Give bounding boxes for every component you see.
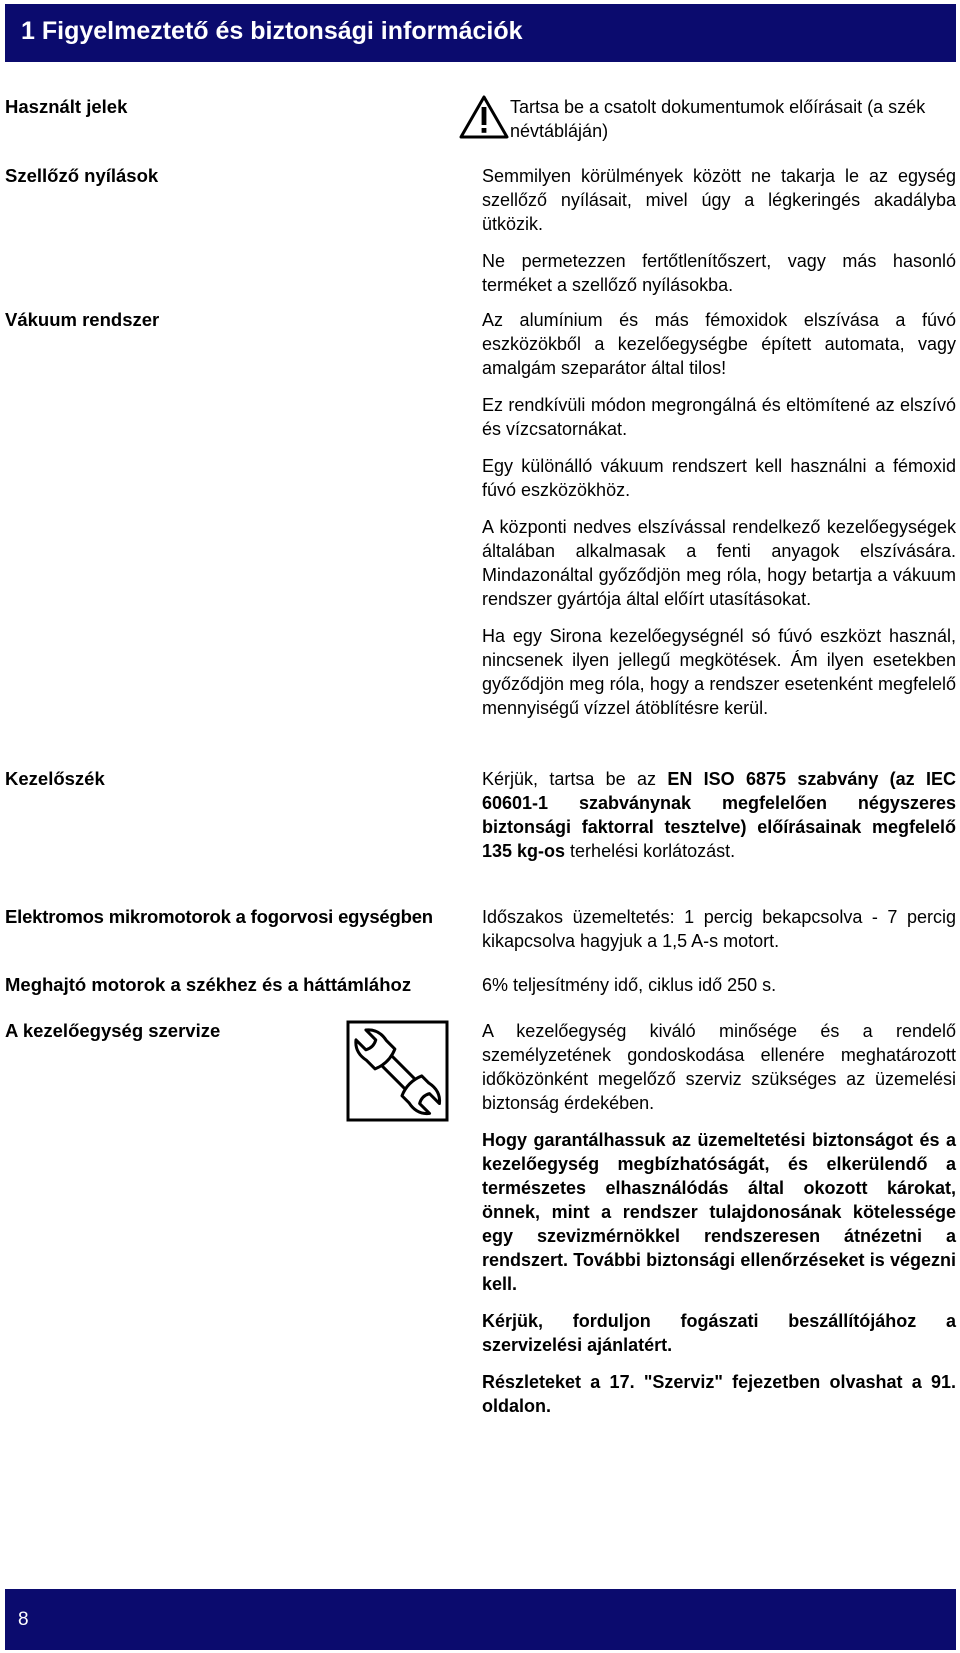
paragraph: Semmilyen körülmények között ne takarja le az egység szellőző nyílásait, mivel úgy a légkeringés akadályba ütközik. (482, 166, 956, 234)
section-body-micromotors (482, 905, 956, 953)
section-label-vents: Szellőző nyílások (5, 165, 159, 186)
paragraph: Tartsa be a csatolt dokumentumok előírásait (a szék névtábláján) (510, 97, 926, 141)
paragraph: Egy különálló vákuum rendszert kell használni a fémoxid fúvó eszközökhöz. (482, 456, 956, 500)
text-end: terhelési korlátozást. (565, 841, 736, 861)
wrench-icon (346, 1020, 449, 1127)
paragraph: Az alumínium és más fémoxidok elszívása a fúvó eszközökből a kezelőegységbe épített automata, vagy amalgám szeparátor által tilos! (482, 310, 956, 378)
section-label-drives: Meghajtó motorok a székhez és a háttámlához (5, 974, 412, 995)
text-start: Kérjük, tartsa be az (482, 769, 668, 789)
paragraph: A kezelőegység kiváló minősége és a rendelő személyzetének gondoskodása ellenére meghatározott időközönként megelőző szerviz szükséges az üzemelési biztonság érdekében. (482, 1021, 956, 1113)
text-bold: EN ISO 6875 szabvány (az IEC 60601-1 szabványnak megfelelően négyszeres biztonsági faktorral tesztelve) előírásainak megfelelő 135 kg-os (482, 769, 956, 861)
chapter-title: 1 Figyelmeztető és biztonsági információk (21, 17, 523, 45)
section-body-service (482, 1019, 956, 1418)
section-label-vacuum: Vákuum rendszer (5, 309, 160, 330)
section-label-micromotors: Elektromos mikromotorok a fogorvosi egységben (5, 906, 433, 927)
paragraph: 6% teljesítmény idő, ciklus idő 250 s. (482, 975, 777, 995)
paragraph: Ez rendkívüli módon megrongálná és eltömítené az elszívó és vízcsatornákat. (482, 395, 956, 439)
paragraph: A központi nedves elszívással rendelkező kezelőegységek általában alkalmasak a fenti anyagok elszívására. Mindazonáltal győződjön meg róla, hogy betartja a vákuum rendszer gyártója által előírt utasításokat. (482, 517, 956, 609)
section-label-chair: Kezelőszék (5, 768, 105, 789)
bold-paragraph: Részleteket a 17. "Szerviz" fejezetben olvashat a 91. oldalon. (482, 1372, 956, 1416)
paragraph: Ha egy Sirona kezelőegységnél só fúvó eszközt használ, nincsenek ilyen jellegű megkötések. Ám ilyen esetekben győződjön meg róla, hogy a rendszer esetenként megfelelő mennyiségű vízzel átöblítésre kerül. (482, 626, 956, 718)
section-body-vacuum (482, 308, 956, 720)
page-footer (5, 1589, 956, 1650)
page-number: 8 (18, 1609, 29, 1630)
bold-paragraph: Hogy garantálhassuk az üzemeltetési biztonságot és a kezelőegység megbízhatóságát, és elkerülendő a természetes elhasználódás által okozott károkat, önnek, mint a rendszer tulajdonosának kötelessége egy szevizmérnökkel rendszeresen átnézetni a rendszert. További biztonsági ellenőrzéseket is végezni kell. (482, 1130, 956, 1294)
section-body-drives (482, 973, 956, 997)
paragraph (482, 767, 956, 863)
section-body-symbols (510, 95, 956, 143)
section-label-service: A kezelőegység szervize (5, 1020, 221, 1041)
bold-paragraph: Kérjük, forduljon fogászati beszállítójához a szervizelési ajánlatért. (482, 1311, 956, 1355)
chapter-header (5, 4, 956, 62)
warning-triangle-icon (458, 94, 510, 145)
section-label-symbols: Használt jelek (5, 96, 128, 117)
section-body-vents (482, 164, 956, 297)
section-body-chair (482, 767, 956, 863)
paragraph: Ne permetezzen fertőtlenítőszert, vagy más hasonló terméket a szellőző nyílásokba. (482, 251, 956, 295)
paragraph: Időszakos üzemeltetés: 1 percig bekapcsolva - 7 percig kikapcsolva hagyjuk a 1,5 A-s motort. (482, 907, 956, 951)
